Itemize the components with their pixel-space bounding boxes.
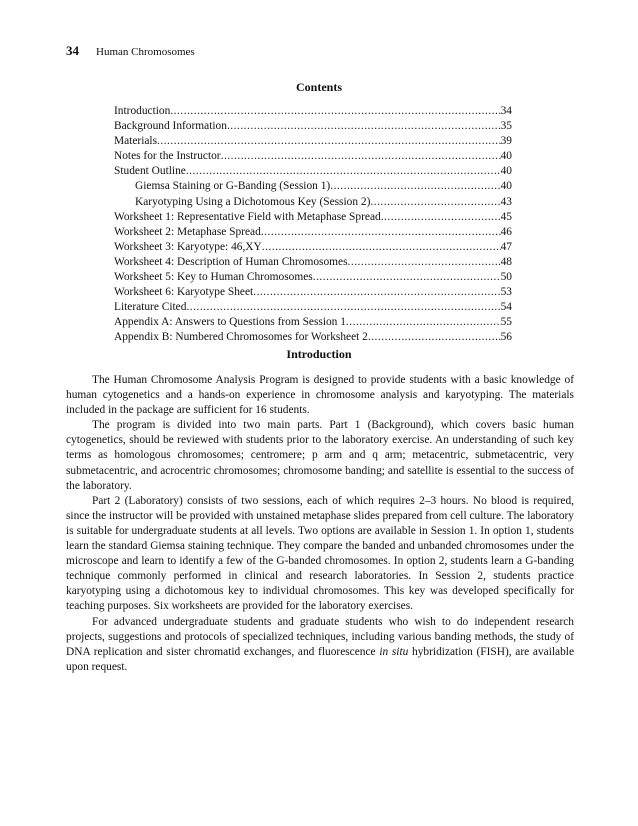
contents-heading: Contents (295, 80, 342, 94)
toc-entry-title: Literature Cited (114, 301, 187, 314)
toc-entry (114, 300, 512, 315)
toc-entry-page: 40 (500, 165, 512, 178)
paragraph-text: For advanced undergraduate students and graduate students who wish to do independent research projects, suggestions and protocols of specialized techniques, including various banding methods, the study of DNA replication and sister chromatid exchanges, and fluorescence (66, 615, 574, 658)
introduction-heading: Introduction (286, 347, 352, 361)
table-of-contents (114, 104, 512, 346)
toc-entry-page: 40 (500, 180, 512, 193)
toc-entry-title: Worksheet 2: Metaphase Spread (114, 225, 261, 238)
toc-entry (114, 255, 512, 270)
toc-dot-leader (348, 255, 501, 270)
toc-entry-title: Materials (114, 135, 158, 148)
toc-entry (114, 179, 512, 194)
toc-dot-leader (221, 149, 501, 164)
toc-entry-page: 47 (500, 240, 512, 253)
toc-entry-title: Notes for the Instructor (114, 150, 221, 163)
toc-entry-page: 56 (500, 331, 512, 344)
paragraph-text: hybridization (FISH), are available upon request. (66, 645, 575, 673)
toc-entry-page: 45 (500, 210, 512, 223)
running-head (66, 43, 195, 58)
paragraph: Part 2 (Laboratory) consists of two sessions, each of which requires 2–3 hours. No blood is required, since the instructor will be provided with unstained metaphase slides prepared from cell culture. The laboratory is suitable for undergraduate students at all levels. Two options are available in Session 1. In option 1, students learn the standard Giemsa staining technique. They compare the banded and unbanded chromosomes under the microscope and learn to identify a few of the G-banded chromosomes. In option 2, students learn a G-banding technique commonly performed in clinical and research laboratories. In Session 2, students practice karyotyping using a dichotomous key to individual chromosomes. This key was developed specifically for teaching purposes. Six worksheets are provided for the laboratory exercises. (66, 494, 574, 613)
toc-entry-title: Introduction (114, 105, 171, 117)
toc-entry-page: 40 (500, 150, 512, 163)
toc-dot-leader (227, 119, 501, 134)
toc-dot-leader (330, 179, 500, 194)
toc-entry (114, 285, 512, 300)
toc-entry-page: 39 (500, 135, 512, 148)
toc-entry-page: 48 (500, 255, 512, 268)
toc-entry (114, 149, 512, 164)
toc-dot-leader (186, 164, 501, 179)
toc-entry-page: 43 (500, 195, 512, 208)
toc-dot-leader (170, 104, 500, 119)
toc-entry-page: 35 (500, 120, 512, 133)
toc-dot-leader (370, 195, 500, 210)
toc-entry-title: Appendix B: Numbered Chromosomes for Worksheet 2 (114, 331, 368, 344)
paragraph (66, 615, 574, 675)
toc-entry-title: Appendix A: Answers to Questions from Session 1 (114, 316, 346, 329)
paragraph: The program is divided into two main parts. Part 1 (Background), which covers basic human cytogenetics, should be reviewed with students prior to the laboratory exercise. An understanding of such key terms as homologous chromosomes; centromere; p arm and q arm; metacentric, submetacentric, very submetacentric, and acrocentric chromosomes; chromosome banding; and satellite is essential to the success of the laboratory. (66, 419, 574, 492)
toc-entry (114, 119, 512, 134)
toc-entry-page: 46 (500, 225, 512, 238)
toc-entry (114, 134, 512, 149)
toc-entry (114, 164, 512, 179)
toc-entry-page: 50 (500, 271, 512, 284)
toc-entry-page: 34 (500, 105, 512, 117)
running-title: Human Chromosomes (96, 46, 195, 58)
toc-entry (114, 240, 512, 255)
toc-entry-page: 54 (500, 301, 512, 314)
toc-dot-leader (346, 315, 501, 330)
toc-dot-leader (157, 134, 501, 149)
toc-entry-title: Worksheet 1: Representative Field with Metaphase Spread (114, 210, 381, 223)
toc-entry (114, 330, 512, 345)
toc-entry (114, 225, 512, 240)
italic-term: in situ (379, 645, 409, 658)
toc-entry-title: Worksheet 3: Karyotype: 46,XY (114, 240, 262, 253)
toc-entry (114, 270, 512, 285)
toc-dot-leader (253, 285, 500, 300)
toc-dot-leader (313, 270, 501, 285)
toc-entry-title: Karyotyping Using a Dichotomous Key (Session 2) (135, 195, 371, 208)
toc-entry-title: Student Outline (114, 165, 186, 178)
toc-entry-title: Worksheet 6: Karyotype Sheet (114, 286, 254, 299)
toc-entry-title: Giemsa Staining or G-Banding (Session 1) (135, 180, 331, 193)
toc-dot-leader (262, 240, 501, 255)
page-number: 34 (66, 43, 79, 58)
toc-dot-leader (186, 300, 500, 315)
toc-entry-title: Worksheet 5: Key to Human Chromosomes (114, 271, 313, 284)
toc-dot-leader (381, 210, 501, 225)
toc-entry (114, 315, 512, 330)
toc-entry (114, 104, 512, 119)
toc-entry (114, 210, 512, 225)
toc-entry (114, 195, 512, 210)
toc-entry-title: Background Information (114, 120, 227, 133)
toc-dot-leader (261, 225, 501, 240)
toc-entry-page: 55 (500, 316, 512, 329)
introduction-body (66, 373, 574, 675)
toc-entry-title: Worksheet 4: Description of Human Chromosomes (114, 255, 348, 268)
toc-dot-leader (368, 330, 501, 345)
toc-entry-page: 53 (500, 286, 512, 299)
paragraph: The Human Chromosome Analysis Program is designed to provide students with a basic knowledge of human cytogenetics and a hands-on experience in chromosome analysis and karyotyping. The materials included in the package are sufficient for 16 students. (66, 374, 574, 417)
